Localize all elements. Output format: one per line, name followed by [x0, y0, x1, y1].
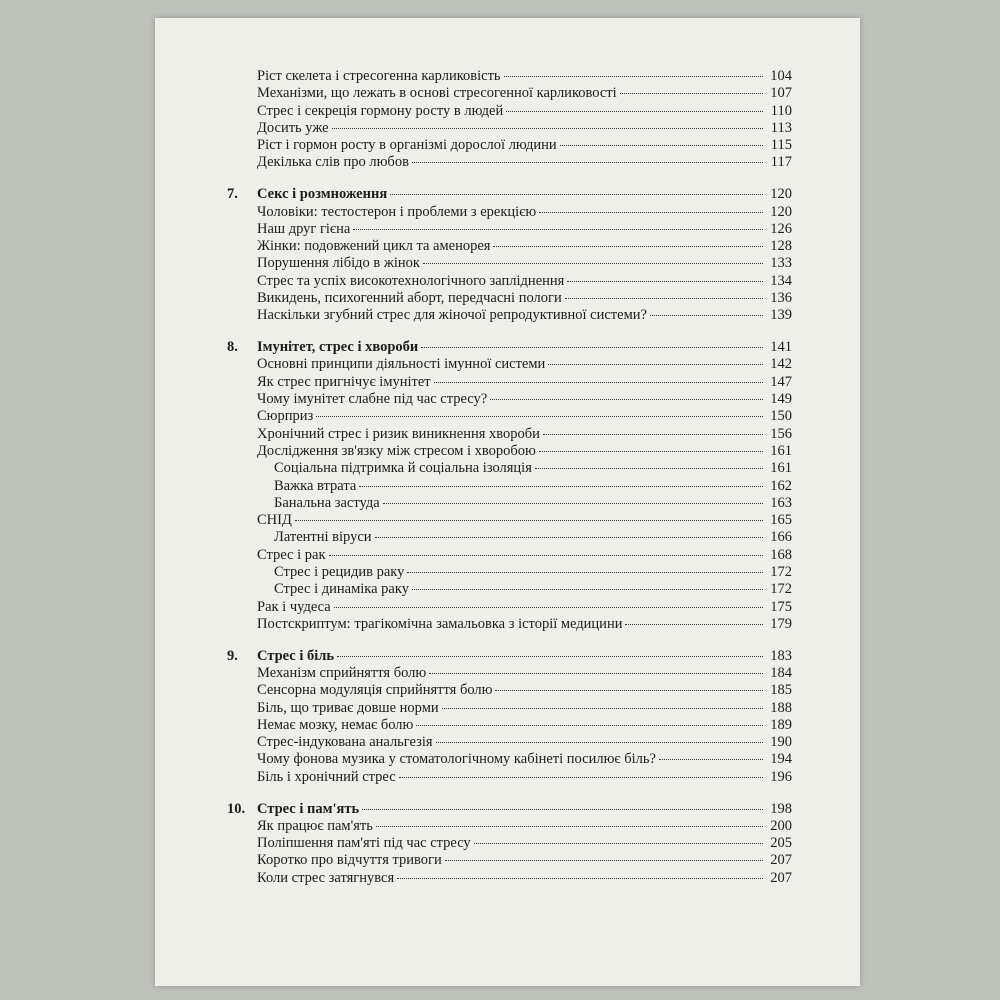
toc-entry	[227, 495, 792, 512]
dot-leader	[399, 777, 763, 778]
dot-leader	[295, 520, 763, 521]
toc-entry-title: Наш друг гієна	[257, 220, 351, 237]
dot-leader	[495, 690, 763, 691]
toc-entry	[227, 599, 792, 616]
toc-entry	[227, 682, 792, 699]
dot-leader	[416, 725, 763, 726]
toc-entry-title: Стрес і рецидив раку	[274, 564, 405, 581]
dot-leader	[567, 281, 763, 282]
toc-entry-title: Поліпшення пам'яті під час стресу	[257, 835, 471, 852]
page-number: 163	[770, 494, 792, 511]
toc-entry	[227, 238, 792, 255]
page-number: 190	[770, 734, 792, 751]
page-number: 168	[770, 546, 792, 563]
page-number: 161	[770, 460, 792, 477]
page-number: 120	[770, 186, 792, 203]
toc-entry	[227, 273, 792, 290]
chapter-heading	[227, 339, 792, 356]
page-number: 200	[770, 817, 792, 834]
dot-leader	[504, 76, 763, 77]
dot-leader	[548, 364, 763, 365]
toc-entry-title: Ріст і гормон росту в організмі дорослої людини	[257, 137, 557, 154]
dot-leader	[434, 382, 763, 383]
toc-entry-title: Біль і хронічний стрес	[257, 768, 396, 785]
chapter-number: 10.	[227, 800, 246, 817]
toc-entry-title: Соціальна підтримка й соціальна ізоляція	[274, 460, 532, 477]
dot-leader	[407, 572, 763, 573]
page-number: 142	[770, 356, 792, 373]
page-number: 188	[770, 699, 792, 716]
dot-leader	[474, 843, 763, 844]
section-gap	[227, 172, 792, 187]
page-number: 196	[770, 768, 792, 785]
toc-entry-title: Викидень, психогенний аборт, передчасні пологи	[257, 290, 562, 307]
toc-entry	[227, 255, 792, 272]
page-number: 172	[770, 581, 792, 598]
chapter-heading	[227, 801, 792, 818]
page-number: 205	[770, 835, 792, 852]
toc-entry-title: Стрес та успіх високотехнологічного запліднення	[257, 272, 565, 289]
dot-leader	[620, 93, 763, 94]
toc-entry	[227, 221, 792, 238]
dot-leader	[493, 246, 763, 247]
chapter-title: Стрес і пам'ять	[257, 800, 360, 817]
dot-leader	[421, 347, 763, 348]
chapter-section	[227, 339, 792, 633]
chapter-heading	[227, 186, 792, 203]
page-number: 134	[770, 272, 792, 289]
dot-leader	[329, 555, 764, 556]
page-number: 198	[770, 800, 792, 817]
toc-entry-title: Чому імунітет слабне під час стресу?	[257, 391, 488, 408]
toc-entry-title: Механізми, що лежать в основі стресогенної карликовості	[257, 85, 617, 102]
toc-entry-title: Сюрприз	[257, 408, 314, 425]
dot-leader	[423, 263, 763, 264]
toc-entry-title: Механізм сприйняття болю	[257, 665, 427, 681]
toc-entry-title: Коротко про відчуття тривоги	[257, 852, 442, 869]
page-number: 179	[770, 615, 792, 632]
toc-entry-title: Важка втрата	[274, 477, 357, 494]
page-number: 139	[770, 307, 792, 324]
toc-entry-title: Як стрес пригнічує імунітет	[257, 373, 431, 390]
dot-leader	[625, 624, 763, 625]
dot-leader	[332, 128, 763, 129]
page-number: 110	[770, 102, 792, 119]
toc-entry	[227, 581, 792, 598]
dot-leader	[565, 298, 763, 299]
dot-leader	[659, 759, 763, 760]
toc-entry	[227, 665, 792, 682]
dot-leader	[539, 212, 763, 213]
page-number: 126	[770, 220, 792, 237]
chapter-title: Секс і розмноження	[257, 186, 388, 203]
dot-leader	[390, 194, 763, 195]
toc-entry-title: СНІД	[257, 512, 292, 529]
dot-leader	[316, 416, 763, 417]
chapter-number: 8.	[227, 339, 238, 356]
toc-entry-title: Чому фонова музика у стоматологічному кабінеті посилює біль?	[257, 751, 656, 768]
chapter-section	[227, 186, 792, 324]
page-number: 117	[770, 154, 792, 171]
toc-entry	[227, 564, 792, 581]
page-number: 156	[770, 425, 792, 442]
toc-entry	[227, 120, 792, 137]
toc-entry-title: Сенсорна модуляція сприйняття болю	[257, 682, 493, 699]
toc-entry-title: Біль, що триває довше норми	[257, 699, 439, 716]
section-gap	[227, 325, 792, 340]
toc-entry	[227, 443, 792, 460]
toc-entry	[227, 356, 792, 373]
toc-entry	[227, 616, 792, 633]
toc-entry-title: Досить уже	[257, 119, 329, 136]
dot-leader	[560, 145, 763, 146]
toc-entry	[227, 426, 792, 443]
page-number: 189	[770, 716, 792, 733]
chapter-section	[227, 648, 792, 786]
toc-entry-title: Порушення лібідо в жінок	[257, 255, 420, 272]
page-number: 161	[770, 442, 792, 459]
dot-leader	[362, 809, 763, 810]
toc-entry	[227, 734, 792, 751]
table-of-contents	[227, 68, 792, 887]
toc-entry-title: Банальна застуда	[274, 494, 380, 511]
page-number: 133	[770, 255, 792, 272]
toc-entry	[227, 751, 792, 768]
dot-leader	[490, 399, 763, 400]
toc-entry	[227, 769, 792, 786]
page-number: 207	[770, 869, 792, 886]
dot-leader	[429, 673, 763, 674]
page-number: 149	[770, 391, 792, 408]
page-number: 166	[770, 529, 792, 546]
toc-entry-title: Коли стрес затягнувся	[257, 869, 395, 886]
dot-leader	[397, 878, 763, 879]
toc-entry-title: Декілька слів про любов	[257, 154, 409, 171]
chapter-heading	[227, 648, 792, 665]
toc-entry-title: Немає мозку, немає болю	[257, 716, 414, 733]
toc-entry	[227, 852, 792, 869]
toc-entry-title: Стрес-індукована анальгезія	[257, 734, 433, 751]
toc-entry	[227, 391, 792, 408]
dot-leader	[445, 860, 763, 861]
toc-entry	[227, 408, 792, 425]
dot-leader	[506, 111, 763, 112]
toc-entry	[227, 529, 792, 546]
dot-leader	[535, 468, 763, 469]
dot-leader	[359, 486, 763, 487]
book-page	[155, 18, 860, 986]
dot-leader	[442, 708, 763, 709]
toc-entry	[227, 717, 792, 734]
toc-entry	[227, 512, 792, 529]
toc-entry	[227, 290, 792, 307]
dot-leader	[436, 742, 763, 743]
toc-entry	[227, 204, 792, 221]
page-number: 120	[770, 203, 792, 220]
toc-entry	[227, 68, 792, 85]
page-number: 150	[770, 408, 792, 425]
chapter-title: Імунітет, стрес і хвороби	[257, 339, 419, 356]
page-number: 136	[770, 290, 792, 307]
dot-leader	[353, 229, 763, 230]
page-number: 183	[770, 647, 792, 664]
chapter-section	[227, 801, 792, 887]
toc-entry-title: Стрес і рак	[257, 546, 326, 563]
dot-leader	[539, 451, 763, 452]
dot-leader	[650, 315, 763, 316]
toc-entry	[227, 478, 792, 495]
toc-entry	[227, 835, 792, 852]
dot-leader	[376, 826, 763, 827]
dot-leader	[334, 607, 763, 608]
page-number: 113	[770, 119, 792, 136]
toc-entry	[227, 547, 792, 564]
page-number: 128	[770, 238, 792, 255]
page-number: 207	[770, 852, 792, 869]
section-gap	[227, 633, 792, 648]
toc-entry	[227, 137, 792, 154]
toc-entry	[227, 307, 792, 324]
toc-entry-title: Жінки: подовжений цикл та аменорея	[257, 238, 491, 255]
toc-entry-title: Стрес і динаміка раку	[274, 581, 409, 598]
page-number: 172	[770, 564, 792, 581]
toc-entry	[227, 154, 792, 171]
toc-entry-title: Як працює пам'ять	[257, 817, 373, 834]
toc-entry-title: Стрес і секреція гормону росту в людей	[257, 102, 504, 119]
toc-entry	[227, 374, 792, 391]
toc-entry	[227, 818, 792, 835]
dot-leader	[337, 656, 763, 657]
page-number: 194	[770, 751, 792, 768]
page-number: 184	[770, 665, 792, 681]
dot-leader	[375, 537, 763, 538]
chapter-number: 7.	[227, 186, 238, 203]
toc-entry	[227, 103, 792, 120]
toc-entry-title: Чоловіки: тестостерон і проблеми з ерекцією	[257, 203, 537, 220]
page-number: 147	[770, 373, 792, 390]
section-gap	[227, 786, 792, 801]
page-number: 107	[770, 85, 792, 102]
page-number: 162	[770, 477, 792, 494]
page-number: 115	[770, 137, 792, 154]
toc-entry-title: Дослідження зв'язку між стресом і хворобою	[257, 442, 536, 459]
toc-entry-title: Наскільки згубний стрес для жіночої репродуктивної системи?	[257, 307, 647, 324]
dot-leader	[412, 162, 763, 163]
toc-entry	[227, 460, 792, 477]
toc-entry	[227, 85, 792, 102]
toc-entry	[227, 870, 792, 887]
toc-entry	[227, 700, 792, 717]
page-number: 104	[770, 68, 792, 84]
toc-entry-title: Основні принципи діяльності імунної системи	[257, 356, 546, 373]
toc-entry-title: Рак і чудеса	[257, 598, 331, 615]
page-number: 165	[770, 512, 792, 529]
dot-leader	[383, 503, 763, 504]
toc-entry-title: Постскриптум: трагікомічна замальовка з історії медицини	[257, 615, 623, 632]
dot-leader	[543, 434, 763, 435]
dot-leader	[412, 589, 763, 590]
chapter-number: 9.	[227, 647, 238, 664]
page-number: 175	[770, 598, 792, 615]
page-number: 141	[770, 339, 792, 356]
toc-entry-title: Латентні віруси	[274, 529, 372, 546]
page-number: 185	[770, 682, 792, 699]
toc-entry-title: Хронічний стрес і ризик виникнення хвороби	[257, 425, 540, 442]
chapter-title: Стрес і біль	[257, 647, 335, 664]
toc-entry-title: Ріст скелета і стресогенна карликовість	[257, 68, 501, 84]
